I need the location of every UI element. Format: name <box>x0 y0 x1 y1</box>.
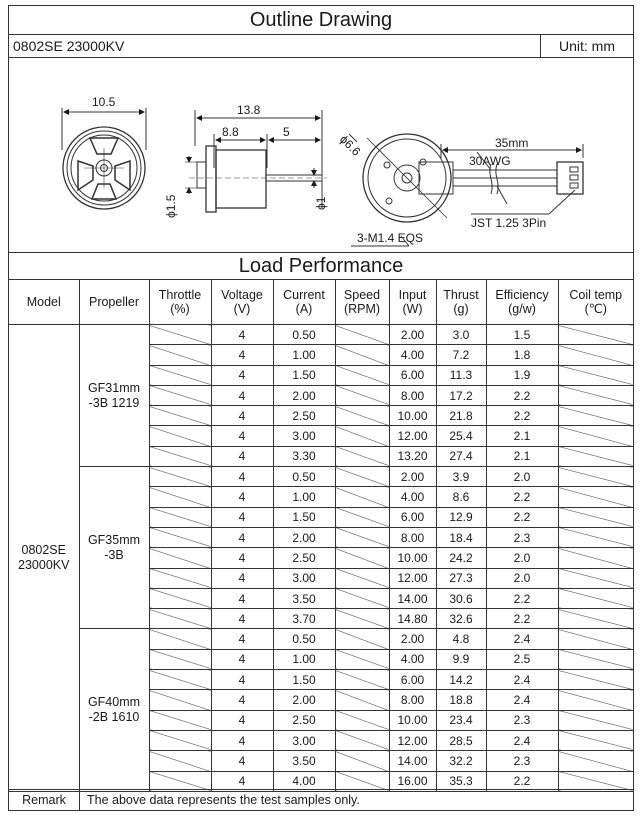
throttle-cell <box>149 751 211 771</box>
throttle-cell <box>149 487 211 507</box>
voltage-cell: 4 <box>211 710 273 730</box>
current-cell: 1.00 <box>273 487 335 507</box>
voltage-cell: 4 <box>211 771 273 791</box>
coil-temp-cell <box>558 568 633 588</box>
coil-temp-cell <box>558 467 633 487</box>
rear-view <box>349 134 583 246</box>
voltage-cell: 4 <box>211 670 273 690</box>
current-cell: 2.50 <box>273 710 335 730</box>
voltage-cell: 4 <box>211 507 273 527</box>
thrust-cell: 18.8 <box>436 690 486 710</box>
remark-text: The above data represents the test samples only. <box>87 793 360 807</box>
header-input: Input (W) <box>389 280 436 325</box>
current-cell: 1.50 <box>273 507 335 527</box>
side-view <box>185 110 327 212</box>
voltage-cell: 4 <box>211 629 273 649</box>
input-cell: 10.00 <box>389 406 436 426</box>
current-cell: 1.50 <box>273 670 335 690</box>
throttle-cell <box>149 730 211 750</box>
voltage-cell: 4 <box>211 325 273 345</box>
dim-lead-length: 35mm <box>495 136 529 150</box>
input-cell: 10.00 <box>389 548 436 568</box>
coil-temp-cell <box>558 385 633 405</box>
input-cell: 6.00 <box>389 365 436 385</box>
coil-temp-cell <box>558 588 633 608</box>
coil-temp-cell <box>558 751 633 771</box>
input-cell: 13.20 <box>389 446 436 466</box>
coil-temp-cell <box>558 426 633 446</box>
thrust-cell: 30.6 <box>436 588 486 608</box>
coil-temp-cell <box>558 487 633 507</box>
efficiency-cell: 2.2 <box>486 487 558 507</box>
throttle-cell <box>149 690 211 710</box>
header-current: Current (A) <box>273 280 335 325</box>
throttle-cell <box>149 629 211 649</box>
thrust-cell: 12.9 <box>436 507 486 527</box>
throttle-cell <box>149 446 211 466</box>
header-propeller: Propeller <box>79 280 149 325</box>
model-label: 0802SE 23000KV <box>13 38 125 54</box>
thrust-cell: 4.8 <box>436 629 486 649</box>
propeller-cell: GF31mm -3B 1219 <box>79 325 149 467</box>
speed-cell <box>335 588 389 608</box>
efficiency-cell: 2.4 <box>486 670 558 690</box>
thrust-cell: 17.2 <box>436 385 486 405</box>
speed-cell <box>335 345 389 365</box>
efficiency-cell: 2.3 <box>486 710 558 730</box>
coil-temp-cell <box>558 548 633 568</box>
efficiency-cell: 2.1 <box>486 446 558 466</box>
current-cell: 0.50 <box>273 325 335 345</box>
input-cell: 12.00 <box>389 730 436 750</box>
voltage-cell: 4 <box>211 426 273 446</box>
propeller-cell: GF40mm -2B 1610 <box>79 629 149 791</box>
performance-table <box>9 280 633 792</box>
thrust-cell: 27.4 <box>436 446 486 466</box>
input-cell: 6.00 <box>389 670 436 690</box>
input-cell: 4.00 <box>389 487 436 507</box>
thrust-cell: 25.4 <box>436 426 486 446</box>
efficiency-cell: 2.2 <box>486 385 558 405</box>
current-cell: 1.00 <box>273 345 335 365</box>
current-cell: 2.00 <box>273 690 335 710</box>
front-view <box>62 108 146 209</box>
current-cell: 3.30 <box>273 446 335 466</box>
efficiency-cell: 2.3 <box>486 527 558 547</box>
input-cell: 2.00 <box>389 467 436 487</box>
thrust-cell: 3.9 <box>436 467 486 487</box>
throttle-cell <box>149 507 211 527</box>
efficiency-cell: 2.0 <box>486 548 558 568</box>
thrust-cell: 32.2 <box>436 751 486 771</box>
efficiency-cell: 2.0 <box>486 467 558 487</box>
dim-base-diameter: ϕ1.5 <box>164 194 178 218</box>
throttle-cell <box>149 365 211 385</box>
throttle-cell <box>149 406 211 426</box>
efficiency-cell: 2.4 <box>486 690 558 710</box>
speed-cell <box>335 710 389 730</box>
voltage-cell: 4 <box>211 609 273 629</box>
input-cell: 10.00 <box>389 710 436 730</box>
current-cell: 3.00 <box>273 568 335 588</box>
remark-label: Remark <box>9 790 80 810</box>
throttle-cell <box>149 588 211 608</box>
current-cell: 4.00 <box>273 771 335 791</box>
dim-shaft-length: 5 <box>283 125 290 139</box>
input-cell: 12.00 <box>389 568 436 588</box>
speed-cell <box>335 467 389 487</box>
table-row <box>9 325 633 345</box>
speed-cell <box>335 487 389 507</box>
speed-cell <box>335 365 389 385</box>
efficiency-cell: 1.9 <box>486 365 558 385</box>
efficiency-cell: 1.5 <box>486 325 558 345</box>
input-cell: 8.00 <box>389 690 436 710</box>
thrust-cell: 27.3 <box>436 568 486 588</box>
current-cell: 3.70 <box>273 609 335 629</box>
input-cell: 4.00 <box>389 649 436 669</box>
speed-cell <box>335 730 389 750</box>
coil-temp-cell <box>558 446 633 466</box>
speed-cell <box>335 670 389 690</box>
thrust-cell: 3.0 <box>436 325 486 345</box>
voltage-cell: 4 <box>211 365 273 385</box>
thrust-cell: 35.3 <box>436 771 486 791</box>
header-coil-temp: Coil temp (℃) <box>558 280 633 325</box>
input-cell: 16.00 <box>389 771 436 791</box>
technical-drawing <box>9 58 633 252</box>
efficiency-cell: 2.2 <box>486 507 558 527</box>
throttle-cell <box>149 710 211 730</box>
throttle-cell <box>149 609 211 629</box>
coil-temp-cell <box>558 649 633 669</box>
current-cell: 3.00 <box>273 426 335 446</box>
current-cell: 2.50 <box>273 548 335 568</box>
speed-cell <box>335 426 389 446</box>
header-efficiency: Efficiency (g/w) <box>486 280 558 325</box>
speed-cell <box>335 446 389 466</box>
thrust-cell: 7.2 <box>436 345 486 365</box>
input-cell: 14.00 <box>389 751 436 771</box>
unit-label: Unit: mm <box>540 35 633 57</box>
current-cell: 3.00 <box>273 730 335 750</box>
screw-label: 3-M1.4 EQS <box>357 231 424 245</box>
throttle-cell <box>149 426 211 446</box>
efficiency-cell: 2.2 <box>486 406 558 426</box>
outline-drawing <box>9 58 633 253</box>
throttle-cell <box>149 467 211 487</box>
input-cell: 8.00 <box>389 527 436 547</box>
efficiency-cell: 2.2 <box>486 588 558 608</box>
efficiency-cell: 2.2 <box>486 609 558 629</box>
efficiency-cell: 2.1 <box>486 426 558 446</box>
coil-temp-cell <box>558 730 633 750</box>
throttle-cell <box>149 345 211 365</box>
efficiency-cell: 2.0 <box>486 568 558 588</box>
voltage-cell: 4 <box>211 649 273 669</box>
speed-cell <box>335 325 389 345</box>
header-voltage: Voltage (V) <box>211 280 273 325</box>
input-cell: 4.00 <box>389 345 436 365</box>
thrust-cell: 24.2 <box>436 548 486 568</box>
spec-sheet <box>8 5 634 811</box>
input-cell: 2.00 <box>389 325 436 345</box>
performance-title: Load Performance <box>9 253 633 280</box>
efficiency-cell: 2.4 <box>486 629 558 649</box>
speed-cell <box>335 751 389 771</box>
thrust-cell: 14.2 <box>436 670 486 690</box>
coil-temp-cell <box>558 629 633 649</box>
voltage-cell: 4 <box>211 467 273 487</box>
header-thrust: Thrust (g) <box>436 280 486 325</box>
efficiency-cell: 2.5 <box>486 649 558 669</box>
efficiency-cell: 1.8 <box>486 345 558 365</box>
efficiency-cell: 2.2 <box>486 771 558 791</box>
current-cell: 1.00 <box>273 649 335 669</box>
current-cell: 0.50 <box>273 467 335 487</box>
throttle-cell <box>149 568 211 588</box>
current-cell: 2.00 <box>273 385 335 405</box>
coil-temp-cell <box>558 345 633 365</box>
speed-cell <box>335 406 389 426</box>
speed-cell <box>335 568 389 588</box>
throttle-cell <box>149 548 211 568</box>
thrust-cell: 32.6 <box>436 609 486 629</box>
coil-temp-cell <box>558 710 633 730</box>
coil-temp-cell <box>558 690 633 710</box>
voltage-cell: 4 <box>211 385 273 405</box>
dim-mount-diameter: ϕ6.6 <box>336 132 364 159</box>
voltage-cell: 4 <box>211 751 273 771</box>
voltage-cell: 4 <box>211 548 273 568</box>
current-cell: 1.50 <box>273 365 335 385</box>
speed-cell <box>335 507 389 527</box>
current-cell: 0.50 <box>273 629 335 649</box>
thrust-cell: 21.8 <box>436 406 486 426</box>
input-cell: 6.00 <box>389 507 436 527</box>
speed-cell <box>335 649 389 669</box>
dim-total-length: 13.8 <box>237 103 261 117</box>
voltage-cell: 4 <box>211 730 273 750</box>
outline-title: Outline Drawing <box>9 6 633 35</box>
speed-cell <box>335 609 389 629</box>
current-cell: 3.50 <box>273 751 335 771</box>
voltage-cell: 4 <box>211 446 273 466</box>
thrust-cell: 23.4 <box>436 710 486 730</box>
coil-temp-cell <box>558 609 633 629</box>
throttle-cell <box>149 527 211 547</box>
speed-cell <box>335 690 389 710</box>
voltage-cell: 4 <box>211 568 273 588</box>
input-cell: 2.00 <box>389 629 436 649</box>
model-info-row <box>9 35 633 58</box>
voltage-cell: 4 <box>211 406 273 426</box>
header-throttle: Throttle (%) <box>149 280 211 325</box>
model-cell: 0802SE 23000KV <box>9 325 79 792</box>
coil-temp-cell <box>558 670 633 690</box>
throttle-cell <box>149 325 211 345</box>
connector-label: JST 1.25 3Pin <box>471 216 547 230</box>
current-cell: 2.50 <box>273 406 335 426</box>
header-model: Model <box>9 280 79 325</box>
throttle-cell <box>149 385 211 405</box>
thrust-cell: 28.5 <box>436 730 486 750</box>
table-row <box>9 629 633 649</box>
dim-shaft-diameter: ϕ1 <box>314 196 328 210</box>
input-cell: 8.00 <box>389 385 436 405</box>
wire-gauge-label: 30AWG <box>469 154 511 168</box>
thrust-cell: 8.6 <box>436 487 486 507</box>
thrust-cell: 18.4 <box>436 527 486 547</box>
voltage-cell: 4 <box>211 487 273 507</box>
dim-front-width: 10.5 <box>92 95 116 109</box>
table-row <box>9 467 633 487</box>
coil-temp-cell <box>558 507 633 527</box>
coil-temp-cell <box>558 365 633 385</box>
efficiency-cell: 2.3 <box>486 751 558 771</box>
voltage-cell: 4 <box>211 527 273 547</box>
input-cell: 14.80 <box>389 609 436 629</box>
remark-row <box>9 789 633 810</box>
header-speed: Speed (RPM) <box>335 280 389 325</box>
propeller-cell: GF35mm -3B <box>79 467 149 629</box>
efficiency-cell: 2.4 <box>486 730 558 750</box>
throttle-cell <box>149 649 211 669</box>
dim-body-length: 8.8 <box>222 125 239 139</box>
table-header-row <box>9 280 633 325</box>
input-cell: 14.00 <box>389 588 436 608</box>
voltage-cell: 4 <box>211 690 273 710</box>
voltage-cell: 4 <box>211 588 273 608</box>
current-cell: 2.00 <box>273 527 335 547</box>
input-cell: 12.00 <box>389 426 436 446</box>
voltage-cell: 4 <box>211 345 273 365</box>
coil-temp-cell <box>558 406 633 426</box>
speed-cell <box>335 548 389 568</box>
speed-cell <box>335 385 389 405</box>
coil-temp-cell <box>558 527 633 547</box>
speed-cell <box>335 527 389 547</box>
throttle-cell <box>149 670 211 690</box>
speed-cell <box>335 629 389 649</box>
current-cell: 3.50 <box>273 588 335 608</box>
coil-temp-cell <box>558 325 633 345</box>
thrust-cell: 11.3 <box>436 365 486 385</box>
thrust-cell: 9.9 <box>436 649 486 669</box>
